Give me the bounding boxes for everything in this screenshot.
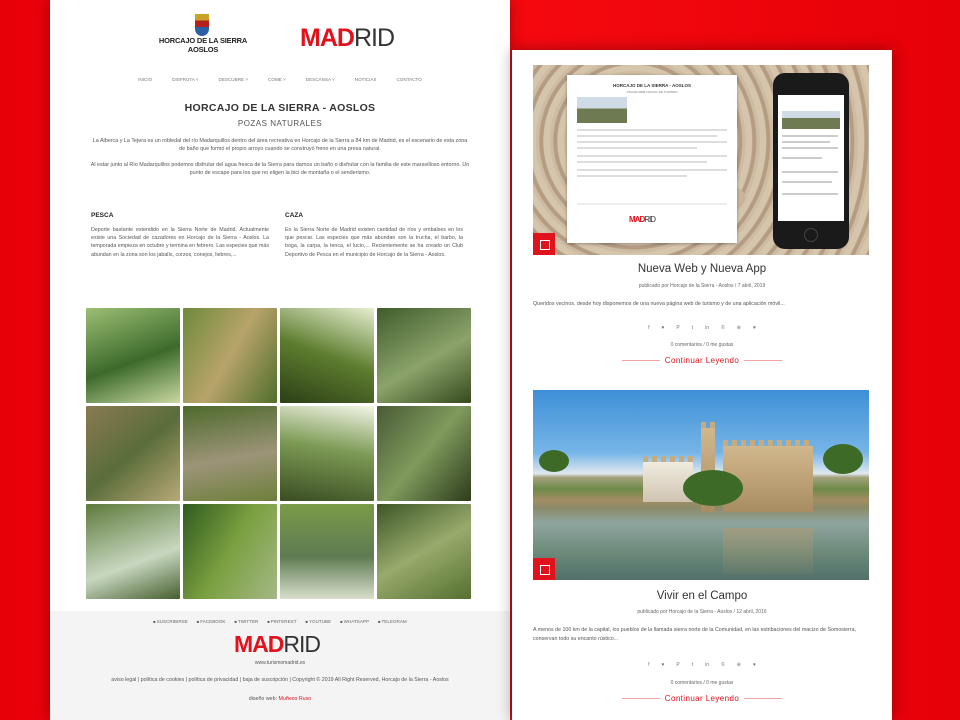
design-link[interactable]: Muñeco Ruso [278, 696, 312, 702]
gallery-photo[interactable] [280, 504, 374, 599]
telegram-icon[interactable]: ⊕ [736, 325, 741, 331]
smartphone-mockup [773, 73, 849, 249]
design-label: diseño web: [248, 696, 278, 702]
decor-line [744, 360, 782, 361]
decor-line [622, 360, 660, 361]
twitter-icon[interactable]: ♥ [661, 325, 665, 331]
social-pinterest[interactable]: ■ PINTEREST [267, 619, 296, 624]
mockup-title: HORCAJO DE LA SIERRA - AOSLOS [612, 83, 691, 88]
linkedin-icon[interactable]: in [705, 325, 710, 331]
share-buttons [512, 325, 892, 331]
like-icon[interactable]: ♥ [752, 662, 756, 668]
mockup-text-line [577, 129, 727, 131]
gallery-photo[interactable] [183, 308, 277, 403]
water-reflection [723, 528, 813, 574]
mockup-text-line [577, 169, 727, 171]
mockup-madrid-logo [629, 215, 655, 224]
whatsapp-icon[interactable]: © [721, 325, 725, 331]
town-crest-icon [195, 14, 209, 36]
gallery-photo[interactable] [280, 406, 374, 501]
mockup-hero-image [577, 97, 627, 123]
post-comments-likes[interactable]: 0 comentarios / 0 me gustas [670, 342, 734, 348]
madrid-logo[interactable] [300, 24, 394, 53]
caza-text: En la Sierra Norte de Madrid existen cantidad de ríos y embalses en los que pescar. Las especies que más abundan son la trucha, el barbo, la boga, la carpa, la tenca, el lucio,... Recientemente se ha creado un Club Deportivo de Pesca en el municipio de Horcajo de la Sierra - Aoslos. [285, 227, 463, 258]
social-telegram[interactable]: ■ TELEGRAM [378, 619, 407, 624]
post-comments-likes[interactable]: 0 comentarios / 0 me gustas [670, 680, 734, 686]
mockup-text-line [577, 155, 727, 157]
phone-text-line [782, 181, 832, 183]
phone-hero-image [782, 111, 840, 129]
footer-site-url[interactable]: www.turismomadrid.es [254, 660, 306, 666]
pinterest-icon[interactable]: P [676, 662, 680, 668]
footer-design-credit [50, 696, 510, 702]
nav-item-noticias[interactable]: NOTICIAS [354, 77, 377, 82]
mockup-logo-rid: RID [644, 215, 655, 224]
tree [683, 470, 743, 506]
phone-text-line [782, 141, 830, 143]
gallery-photo[interactable] [377, 406, 471, 501]
mockup-text-line [577, 175, 687, 177]
gallery-photo[interactable] [183, 406, 277, 501]
nav-item-contacto[interactable]: CONTACTO [396, 77, 422, 82]
logo-mad: MAD [300, 24, 354, 52]
phone-text-line [782, 157, 822, 159]
mockup-logo-mad: MAD [629, 215, 645, 224]
post-title[interactable]: Vivir en el Campo [656, 590, 748, 602]
pesca-section [91, 212, 269, 259]
mockup-text-line [577, 147, 697, 149]
nav-item-disfruta[interactable]: DISFRUTA ˅ [172, 77, 199, 82]
facebook-icon[interactable]: f [648, 325, 650, 331]
footer-madrid-logo[interactable] [234, 631, 320, 658]
tree [539, 450, 569, 472]
continue-label: Continuar Leyendo [664, 694, 740, 703]
telegram-icon[interactable]: ⊕ [736, 662, 741, 668]
facebook-icon[interactable]: f [648, 662, 650, 668]
continue-label: Continuar Leyendo [664, 356, 740, 365]
gallery-photo[interactable] [280, 308, 374, 403]
gallery-photo[interactable] [86, 406, 180, 501]
post-image-new-web-app[interactable] [533, 65, 869, 255]
nav-item-come[interactable]: COME ˅ [268, 77, 286, 82]
nav-item-descubre[interactable]: DESCUBRE ˅ [218, 77, 249, 82]
whatsapp-icon[interactable]: © [721, 662, 725, 668]
nav-item-descansa[interactable]: DESCANSA ˅ [305, 77, 335, 82]
mockup-text-line [577, 141, 727, 143]
gallery-photo[interactable] [377, 308, 471, 403]
pesca-title: PESCA [91, 212, 114, 219]
page-title: HORCAJO DE LA SIERRA - AOSLOS [184, 102, 376, 114]
gallery-photo[interactable] [377, 504, 471, 599]
post-title[interactable]: Nueva Web y Nueva App [637, 263, 767, 275]
continue-reading-link[interactable] [512, 356, 892, 365]
right-page-screenshot [512, 50, 892, 720]
social-twitter[interactable]: ■ TWITTER [235, 619, 259, 624]
social-whatsapp[interactable]: ■ WHATSAPP [340, 619, 369, 624]
post-meta: publicado por Horcajo de la Sierra - Aoslos / 7 abril, 2019 [638, 283, 766, 289]
intro-paragraph-2: Al estar junto al Río Madarquillos podemos disfrutar del agua fresca de la Sierra para darnos un baño o disfrutar con la familia de este maravilloso entorno. Un punto de escape para los que no eligen la bici de montaña o el senderismo. [90, 162, 470, 176]
mockup-text-line [577, 161, 707, 163]
social-links [50, 619, 510, 624]
tumblr-icon[interactable]: t [691, 325, 694, 331]
social-facebook[interactable]: ■ FACEBOOK [197, 619, 226, 624]
mockup-subtitle: PÁGINA WEB OFICIAL DE TURISMO [626, 90, 678, 94]
caza-title: CAZA [285, 212, 304, 219]
share-buttons [512, 662, 892, 668]
photo-gallery [86, 308, 474, 599]
mockup-divider [577, 203, 727, 205]
tumblr-icon[interactable]: t [691, 662, 694, 668]
decor-line [622, 698, 660, 699]
tree [823, 444, 863, 474]
main-nav [50, 77, 510, 82]
pinterest-icon[interactable]: P [676, 325, 680, 331]
website-mockup [567, 75, 737, 243]
nav-item-inicio[interactable]: INICIO [138, 77, 153, 82]
post-excerpt: A menos de 100 km de la capital, los pueblos de la llamada sierra norte de la Comunidad, en las estribaciones del macizo de Somosierra, conservan todo su encanto rústico... [533, 627, 856, 642]
continue-reading-link[interactable] [512, 694, 892, 703]
pesca-text: Deporte bastante extendido en la Sierra Norte de Madrid. Actualmente existe una Sociedad de cazadores en Horcajo de la Sierra - Aoslos. La temporada empieza en octubre y termina en febrero. Las especies que más abundan en la zona son los jabalís, corzos, conejos, liebres,... [91, 227, 269, 258]
footer-logo-rid: RID [283, 631, 321, 657]
linkedin-icon[interactable]: in [705, 662, 710, 668]
gallery-photo[interactable] [86, 308, 180, 403]
phone-home-button [804, 228, 818, 242]
header [50, 0, 510, 68]
social-suscribirse[interactable]: ■ SUSCRIBIRSE [153, 619, 188, 624]
logo-rid: RID [353, 24, 394, 52]
caza-section [285, 212, 463, 259]
post-excerpt: Queridos vecinos, desde hoy disponemos de una nueva página web de turismo y de una aplicación móvil... [533, 301, 785, 307]
mockup-text-line [577, 135, 717, 137]
phone-screen [778, 95, 844, 221]
page-subtitle: POZAS NATURALES [237, 119, 323, 128]
decor-line [744, 698, 782, 699]
phone-text-line [782, 147, 838, 149]
left-page-screenshot [50, 0, 510, 720]
gallery-photo[interactable] [183, 504, 277, 599]
twitter-icon[interactable]: ♥ [661, 662, 665, 668]
town-name: HORCAJO DE LA SIERRA AOSLOS [158, 36, 248, 54]
phone-text-line [782, 135, 838, 137]
post-meta: publicado por Horcajo de la Sierra - Aoslos / 12 abril, 2016 [637, 609, 767, 615]
like-icon[interactable]: ♥ [752, 325, 756, 331]
intro-paragraph-1: La Alberca y La Tejera es un robledal del río Madarquillos dentro del área recreativa en Horcajo de la Sierra a 84 km de Madrid, es el escenario de esta zona de baño que formó el propio arroyo cuando se construyó freno en una presa natural. [92, 138, 468, 152]
footer [50, 611, 510, 720]
phone-text-line [782, 171, 838, 173]
social-youtube[interactable]: ■ YOUTUBE [306, 619, 332, 624]
post-format-icon[interactable] [533, 558, 555, 580]
phone-text-line [782, 193, 838, 195]
post-image-vivir-en-el-campo[interactable] [533, 390, 869, 580]
post-format-icon[interactable] [533, 233, 555, 255]
footer-logo-mad: MAD [234, 631, 284, 657]
footer-legal-links[interactable]: aviso legal | política de cookies | política de privacidad | baja de suscripción | Copyright © 2019 All Right Reserved, Horcajo de la Sierra - Aoslos [111, 677, 449, 683]
gallery-photo[interactable] [86, 504, 180, 599]
